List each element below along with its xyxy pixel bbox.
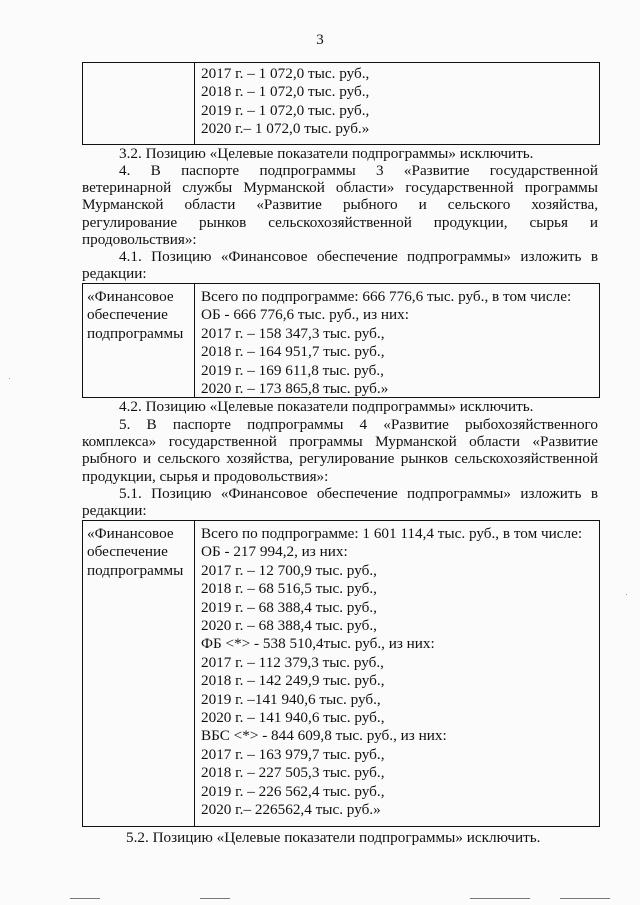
table-financing-subprogram-3: [82, 283, 600, 398]
table-line: 2020 г. – 141 940,6 тыс. руб.,: [201, 709, 385, 727]
table-line: ВБС <*> - 844 609,8 тыс. руб., из них:: [201, 727, 447, 745]
table-left-cell: [83, 284, 195, 397]
table-right-cell: [201, 65, 595, 139]
scan-edge-line: [200, 898, 230, 899]
table-line: 2018 г. – 68 516,5 тыс. руб.,: [201, 580, 377, 598]
table-row-label: подпрограммы: [87, 324, 184, 342]
table-line: 2018 г. – 164 951,7 тыс. руб.,: [201, 343, 385, 361]
table-line: ОБ - 666 776,6 тыс. руб., из них:: [201, 306, 409, 324]
paragraph-line: ветеринарной службы Мурманской области» государственной программы: [82, 179, 598, 197]
table-line: ОБ - 217 994,2, из них:: [201, 543, 348, 561]
table-line: 2020 г.– 226562,4 тыс. руб.»: [201, 801, 381, 819]
page-number: 3: [316, 32, 324, 48]
paragraph-4: [82, 162, 598, 248]
paragraph-line: продукции, сырья и продовольствия»:: [82, 467, 329, 485]
table-row-label: подпрограммы: [87, 561, 184, 579]
paragraph-5: [82, 416, 598, 485]
table-right-cell: [201, 288, 595, 398]
table-line: 2019 г. – 226 562,4 тыс. руб.,: [201, 782, 385, 800]
scan-edge-line: [70, 898, 100, 899]
table-left-cell: [83, 63, 195, 144]
paragraph-line: регулирование рынков сельскохозяйственной продукции, сырья и: [82, 213, 598, 231]
paragraph-line: 4. В паспорте подпрограммы 3 «Развитие государственной: [119, 162, 598, 179]
table-line: 2017 г. – 112 379,3 тыс. руб.,: [201, 653, 384, 671]
paragraph-5-1: [82, 485, 598, 519]
table-line: 2017 г. – 163 979,7 тыс. руб.,: [201, 745, 385, 763]
scan-edge-line: [470, 898, 530, 899]
paragraph-line: Мурманской области «Развитие рыбного и сельского хозяйства,: [82, 196, 598, 214]
table-right-cell: [201, 525, 595, 820]
paragraph-line: комплекса» государственной программы Мурманской области «Развитие: [82, 433, 598, 451]
table-line: 2018 г. – 142 249,9 тыс. руб.,: [201, 672, 385, 690]
table-line: 2020 г. – 173 865,8 тыс. руб.»: [201, 380, 389, 398]
table-line: 2018 г. – 227 505,3 тыс. руб.,: [201, 764, 385, 782]
table-row-label: обеспечение: [87, 543, 168, 561]
paragraph-line: рыбного и сельского хозяйства, регулирование рынков сельскохозяйственной: [82, 450, 598, 468]
table-line: 2019 г. – 1 072,0 тыс. руб.,: [201, 101, 370, 119]
table-line: Всего по подпрограмме: 1 601 114,4 тыс. руб., в том числе:: [201, 525, 583, 542]
table-line: 2017 г. – 158 347,3 тыс. руб.,: [201, 324, 385, 342]
table-line: Всего по подпрограмме: 666 776,6 тыс. руб., в том числе:: [201, 288, 572, 305]
table-line: 2019 г. – 68 388,4 тыс. руб.,: [201, 598, 377, 616]
paragraph-4-2: 4.2. Позицию «Целевые показатели подпрограммы» исключить.: [119, 398, 534, 415]
paragraph-5-2: 5.2. Позицию «Целевые показатели подпрограммы» исключить.: [126, 829, 541, 846]
table-financing-subprogram-4: [82, 520, 600, 827]
table-financing-continued: [82, 62, 600, 145]
table-line: 2017 г. – 12 700,9 тыс. руб.,: [201, 561, 377, 579]
scan-speck: [626, 594, 627, 595]
table-line: 2020 г. – 68 388,4 тыс. руб.,: [201, 617, 377, 635]
table-line: 2017 г. – 1 072,0 тыс. руб.,: [201, 65, 370, 82]
table-row-label: обеспечение: [87, 306, 168, 324]
scan-speck: [9, 378, 10, 379]
paragraph-line: продовольствия»:: [82, 230, 197, 248]
paragraph-line: 5.1. Позицию «Финансовое обеспечение подпрограммы» изложить в: [119, 485, 598, 502]
paragraph-line: редакции:: [82, 265, 147, 283]
table-line: 2018 г. – 1 072,0 тыс. руб.,: [201, 83, 370, 101]
paragraph-4-1: [82, 248, 598, 282]
paragraph-3-2: 3.2. Позицию «Целевые показатели подпрограммы» исключить.: [119, 145, 534, 162]
table-line: 2020 г.– 1 072,0 тыс. руб.»: [201, 120, 370, 138]
paragraph-line: 4.1. Позицию «Финансовое обеспечение подпрограммы» изложить в: [119, 248, 598, 265]
paragraph-line: 5. В паспорте подпрограммы 4 «Развитие рыбохозяйственного: [119, 416, 598, 433]
table-left-cell: [83, 521, 195, 826]
table-row-label: «Финансовое: [87, 288, 174, 305]
scan-edge-line: [560, 898, 610, 899]
paragraph-line: редакции:: [82, 502, 147, 520]
table-line: 2019 г. – 169 611,8 тыс. руб.,: [201, 361, 384, 379]
table-line: ФБ <*> - 538 510,4тыс. руб., из них:: [201, 635, 435, 653]
table-line: 2019 г. –141 940,6 тыс. руб.,: [201, 690, 381, 708]
table-row-label: «Финансовое: [87, 525, 174, 542]
